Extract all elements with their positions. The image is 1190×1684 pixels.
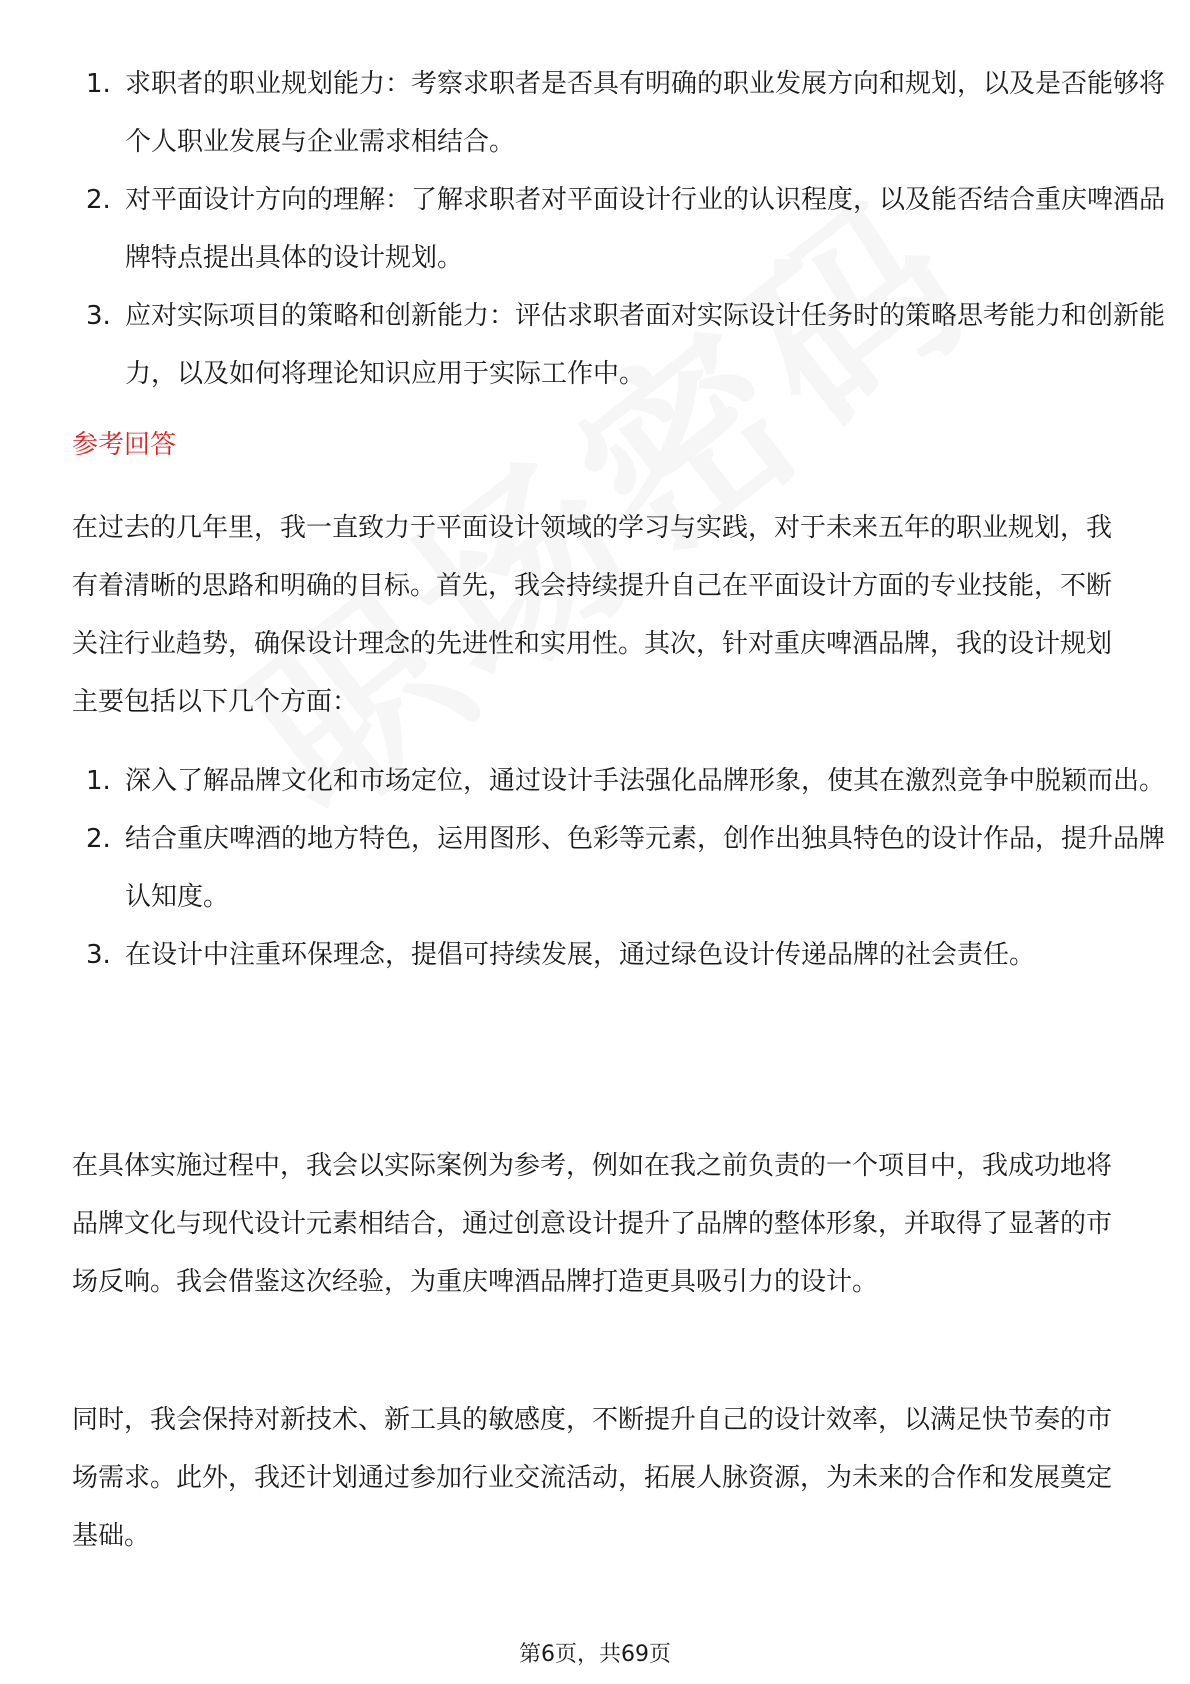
list-item xyxy=(72,55,1175,171)
list-number: 3. xyxy=(86,301,111,331)
list-item xyxy=(72,287,1175,403)
list-number: 3. xyxy=(86,940,111,970)
list-text: 求职者的职业规划能力：考察求职者是否具有明确的职业发展方向和规划，以及是否能够将个人职业发展与企业需求相结合。 xyxy=(125,69,1166,157)
list-number: 1. xyxy=(86,69,111,99)
plan-list xyxy=(0,752,1175,984)
criteria-list xyxy=(0,55,1175,403)
list-item xyxy=(72,926,1175,984)
list-number: 2. xyxy=(86,185,111,215)
list-text: 应对实际项目的策略和创新能力：评估求职者面对实际设计任务时的策略思考能力和创新能力，以及如何将理论知识应用于实际工作中。 xyxy=(125,301,1166,389)
list-text: 对平面设计方向的理解：了解求职者对平面设计行业的认识程度，以及能否结合重庆啤酒品牌特点提出具体的设计规划。 xyxy=(125,185,1166,273)
list-item xyxy=(72,171,1175,287)
page-footer: 第6页，共69页 xyxy=(519,1642,671,1667)
list-item xyxy=(72,752,1175,810)
paragraph-closing: 同时，我会保持对新技术、新工具的敏感度，不断提升自己的设计效率，以满足快节奏的市场需求。此外，我还计划通过参加行业交流活动，拓展人脉资源，为未来的合作和发展奠定基础。 xyxy=(72,1405,1113,1551)
list-text: 深入了解品牌文化和市场定位，通过设计手法强化品牌形象，使其在激烈竞争中脱颖而出。 xyxy=(125,766,1166,796)
list-number: 1. xyxy=(86,766,111,796)
list-text: 在设计中注重环保理念，提倡可持续发展，通过绿色设计传递品牌的社会责任。 xyxy=(125,940,1036,970)
list-text: 结合重庆啤酒的地方特色，运用图形、色彩等元素，创作出独具特色的设计作品，提升品牌认知度。 xyxy=(125,824,1166,912)
list-number: 2. xyxy=(86,824,111,854)
paragraph-intro: 在过去的几年里，我一直致力于平面设计领域的学习与实践，对于未来五年的职业规划，我有着清晰的思路和明确的目标。首先，我会持续提升自己在平面设计方面的专业技能，不断关注行业趋势，确保设计理念的先进性和实用性。其次，针对重庆啤酒品牌，我的设计规划主要包括以下几个方面： xyxy=(72,513,1113,717)
section-heading: 参考回答 xyxy=(72,430,177,460)
paragraph-case: 在具体实施过程中，我会以实际案例为参考，例如在我之前负责的一个项目中，我成功地将品牌文化与现代设计元素相结合，通过创意设计提升了品牌的整体形象，并取得了显著的市场反响。我会借鉴这次经验，为重庆啤酒品牌打造更具吸引力的设计。 xyxy=(72,1151,1113,1297)
list-item xyxy=(72,810,1175,926)
